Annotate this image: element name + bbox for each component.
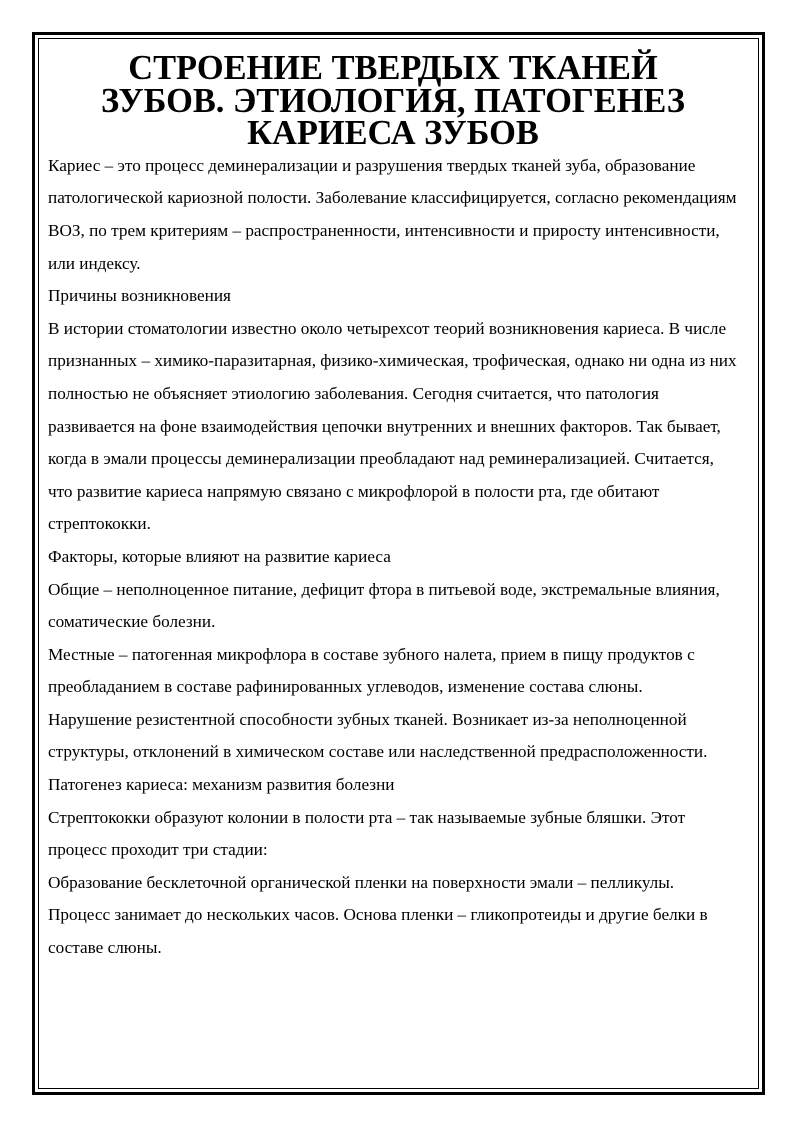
paragraph-definition: Кариес – это процесс деминерализации и разрушения твердых тканей зуба, образование патологической кариозной полости. Заболевание классифицируется, согласно рекомендациям ВОЗ, по трем критериям – распространенности, интенсивности и приросту интенсивности, или индексу. bbox=[48, 155, 737, 273]
paragraph-streptococci: Стрептококки образуют колонии в полости рта – так называемые зубные бляшки. Этот процесс проходит три стадии: bbox=[48, 807, 686, 860]
paragraph-pellicle: Образование бесклеточной органической пленки на поверхности эмали – пелликулы. Процесс занимает до нескольких часов. Основа пленки – гликопротеиды и другие белки в составе слюны. bbox=[48, 872, 708, 958]
paragraph-theories: В истории стоматологии известно около четырехсот теорий возникновения кариеса. В числе признанных – химико-паразитарная, физико-химическая, трофическая, однако ни одна из них полностью не объясняет этиологию заболевания. Сегодня считается, что патология развивается на фоне взаимодействия цепочки внутренних и внешних факторов. Так бывает, когда в эмали процессы деминерализации преобладают над реминерализацией. Считается, что развитие кариеса напрямую связано с микрофлорой в полости рта, где обитают стрептококки. bbox=[48, 318, 737, 534]
heading-factors: Факторы, которые влияют на развитие кариеса bbox=[48, 546, 391, 566]
heading-causes: Причины возникновения bbox=[48, 286, 231, 306]
document-body bbox=[48, 49, 738, 965]
document-title: СТРОЕНИЕ ТВЕРДЫХ ТКАНЕЙ ЗУБОВ. ЭТИОЛОГИЯ, ПАТОГЕНЕЗ КАРИЕСА ЗУБОВ bbox=[101, 49, 685, 153]
paragraph-resistance: Нарушение резистентной способности зубных тканей. Возникает из-за неполноценной структуры, отклонений в химическом составе или наследственной предрасположенности. bbox=[48, 709, 708, 762]
paragraph-general-factors: Общие – неполноценное питание, дефицит фтора в питьевой воде, экстремальные влияния, соматические болезни. bbox=[48, 579, 720, 632]
heading-pathogenesis: Патогенез кариеса: механизм развития болезни bbox=[48, 775, 395, 795]
paragraph-local-factors: Местные – патогенная микрофлора в составе зубного налета, прием в пищу продуктов с преобладанием в составе рафинированных углеводов, изменение состава слюны. bbox=[48, 644, 695, 697]
